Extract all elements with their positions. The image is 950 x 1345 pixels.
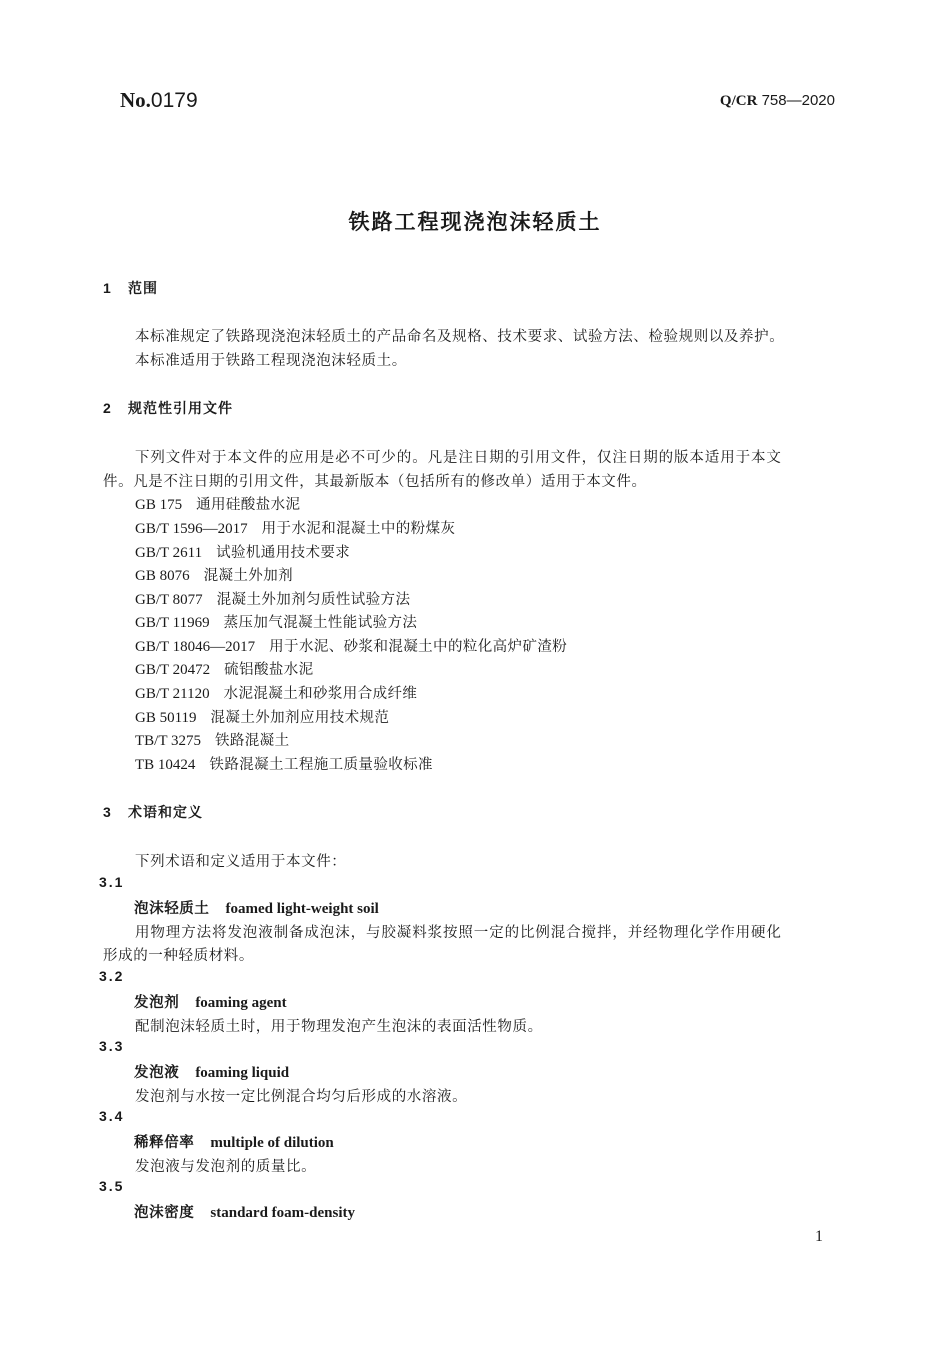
paragraph: 下列术语和定义适用于本文件： — [135, 854, 347, 870]
reference-item: GB 8076 混凝土外加剂 — [135, 568, 293, 584]
term-name: 稀释倍率 multiple of dilution — [134, 1135, 334, 1151]
document-serial — [120, 88, 198, 113]
reference-item: GB/T 18046—2017 用于水泥、砂浆和混凝土中的粒化高炉矿渣粉 — [135, 639, 568, 655]
reference-item: GB/T 11969 蒸压加气混凝土性能试验方法 — [135, 615, 418, 631]
section-number: 3 — [103, 804, 112, 820]
paragraph: 件。凡是不注日期的引用文件，其最新版本（包括所有的修改单）适用于本文件。 — [103, 474, 647, 490]
term-number: 3.1 — [99, 874, 125, 890]
term-number: 3.5 — [99, 1178, 125, 1194]
section-title: 范围 — [128, 281, 158, 297]
serial-label: No. — [120, 88, 151, 112]
section-number: 1 — [103, 280, 112, 296]
serial-number: 0179 — [150, 89, 198, 112]
term-number: 3.4 — [99, 1108, 125, 1124]
term-definition: 用物理方法将发泡液制备成泡沫，与胶凝料浆按照一定的比例混合搅拌，并经物理化学作用硬化 — [135, 925, 782, 941]
reference-item: GB/T 1596—2017 用于水泥和混凝土中的粉煤灰 — [135, 521, 456, 537]
reference-item: GB 50119 混凝土外加剂应用技术规范 — [135, 710, 390, 726]
reference-item: TB/T 3275 铁路混凝土 — [135, 733, 290, 749]
term-name: 发泡液 foaming liquid — [134, 1065, 290, 1081]
paragraph: 本标准适用于铁路工程现浇泡沫轻质土。 — [135, 353, 407, 369]
reference-item: GB/T 20472 硫铝酸盐水泥 — [135, 662, 314, 678]
reference-item: GB/T 2611 试验机通用技术要求 — [135, 545, 351, 561]
paragraph: 下列文件对于本文件的应用是必不可少的。凡是注日期的引用文件，仅注日期的版本适用于本文 — [135, 450, 782, 466]
section-number: 2 — [103, 400, 112, 416]
term-number: 3.2 — [99, 968, 125, 984]
term-definition: 发泡剂与水按一定比例混合均匀后形成的水溶液。 — [135, 1089, 468, 1105]
standard-code-prefix: Q/CR — [719, 93, 758, 109]
reference-item: GB/T 8077 混凝土外加剂匀质性试验方法 — [135, 592, 411, 608]
term-name: 泡沫轻质土 foamed light-weight soil — [134, 901, 379, 917]
paragraph: 本标准规定了铁路现浇泡沫轻质土的产品命名及规格、技术要求、试验方法、检验规则以及养护。 — [135, 329, 785, 345]
document-title: 铁路工程现浇泡沫轻质土 — [348, 210, 602, 234]
section-title: 规范性引用文件 — [128, 401, 233, 417]
term-name: 泡沫密度 standard foam-density — [134, 1205, 356, 1221]
term-definition: 配制泡沫轻质土时，用于物理发泡产生泡沫的表面活性物质。 — [135, 1019, 543, 1035]
term-name: 发泡剂 foaming agent — [134, 995, 287, 1011]
term-definition: 发泡液与发泡剂的质量比。 — [135, 1159, 317, 1175]
section-title: 术语和定义 — [128, 805, 203, 821]
reference-item: GB 175 通用硅酸盐水泥 — [135, 497, 301, 513]
reference-item: GB/T 21120 水泥混凝土和砂浆用合成纤维 — [135, 686, 418, 702]
term-definition: 形成的一种轻质材料。 — [103, 948, 254, 964]
section-heading-normative-references — [103, 398, 233, 418]
reference-item: TB 10424 铁路混凝土工程施工质量验收标准 — [135, 757, 433, 773]
standard-code-number: 758—2020 — [761, 92, 835, 109]
term-number: 3.3 — [99, 1038, 125, 1054]
standard-code — [720, 92, 835, 110]
section-heading-terms-definitions — [103, 802, 203, 822]
section-heading-scope — [103, 278, 158, 298]
page-number: 1 — [815, 1228, 823, 1245]
